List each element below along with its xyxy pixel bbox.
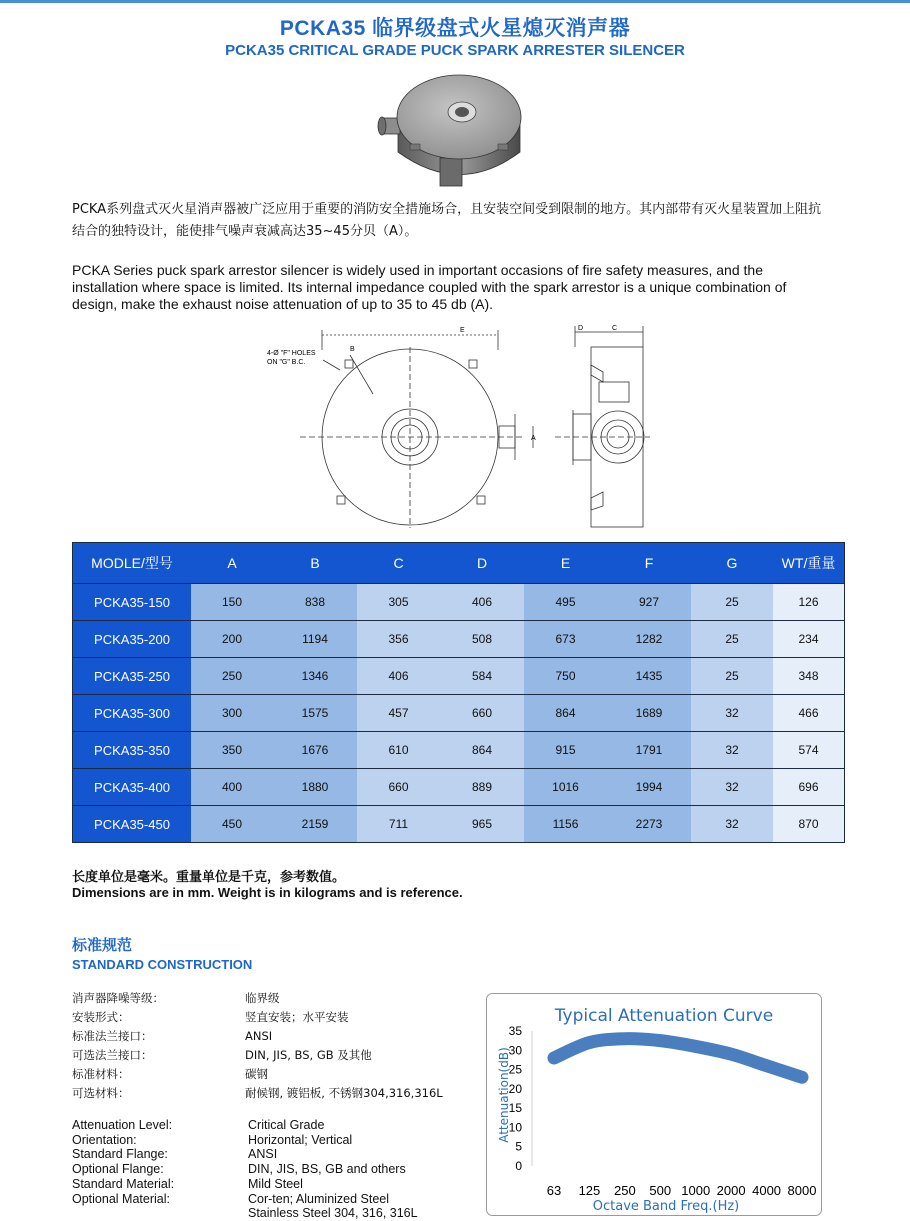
value-cell: 750	[524, 658, 607, 695]
table-row	[73, 806, 845, 843]
top-rule	[0, 0, 910, 3]
page-title-en: PCKA35 CRITICAL GRADE PUCK SPARK ARRESTER SILENCER	[225, 42, 685, 59]
value-cell: 300	[191, 695, 273, 732]
product-photo	[370, 72, 540, 190]
model-cell: PCKA35-400	[73, 769, 192, 806]
spec-value-cn: DIN, JIS, BS, GB 及其他	[245, 1048, 372, 1062]
spec-value-en: DIN, JIS, BS, GB and others	[248, 1162, 406, 1177]
value-cell: 584	[440, 658, 524, 695]
value-cell: 356	[357, 621, 440, 658]
value-cell: 348	[773, 658, 845, 695]
value-cell: 32	[691, 769, 773, 806]
value-cell: 660	[440, 695, 524, 732]
table-row	[73, 695, 845, 732]
col-header-model: MODLE/型号	[73, 543, 192, 584]
value-cell: 1156	[524, 806, 607, 843]
model-cell: PCKA35-250	[73, 658, 192, 695]
value-cell: 610	[357, 732, 440, 769]
col-header-c: C	[357, 543, 440, 584]
dim-label-a: A	[531, 435, 536, 442]
spec-label-en: Optional Material:	[72, 1191, 170, 1206]
chart-title: Typical Attenuation Curve	[554, 1006, 774, 1026]
value-cell: 889	[440, 769, 524, 806]
value-cell: 1676	[273, 732, 357, 769]
value-cell: 450	[191, 806, 273, 843]
y-tick-label: 35	[508, 1024, 522, 1038]
chart-y-axis-label: Attenuation(dB)	[497, 1047, 511, 1143]
value-cell: 870	[773, 806, 845, 843]
value-cell: 32	[691, 695, 773, 732]
value-cell: 32	[691, 806, 773, 843]
value-cell: 864	[440, 732, 524, 769]
value-cell: 126	[773, 584, 845, 621]
value-cell: 1435	[607, 658, 691, 695]
x-tick-label: 500	[649, 1183, 672, 1198]
y-tick-label: 20	[508, 1081, 522, 1096]
value-cell: 1346	[273, 658, 357, 695]
model-cell: PCKA35-200	[73, 621, 192, 658]
col-header-wt: WT/重量	[773, 543, 845, 584]
value-cell: 250	[191, 658, 273, 695]
model-cell: PCKA35-450	[73, 806, 192, 843]
value-cell: 1016	[524, 769, 607, 806]
value-cell: 32	[691, 732, 773, 769]
value-cell: 1689	[607, 695, 691, 732]
holes-label-1: 4-Ø "F" HOLES	[267, 350, 316, 357]
value-cell: 1791	[607, 732, 691, 769]
col-header-f: F	[607, 543, 691, 584]
x-tick-label: 250	[614, 1183, 636, 1198]
col-header-g: G	[691, 543, 773, 584]
page-title-cn: PCKA35 临界级盘式火星熄灭消声器	[279, 17, 631, 40]
value-cell: 965	[440, 806, 524, 843]
value-cell: 838	[273, 584, 357, 621]
value-cell: 150	[191, 584, 273, 621]
section-title-en: STANDARD CONSTRUCTION	[72, 957, 253, 972]
spec-label-cn: 标准法兰接口：	[72, 1029, 153, 1043]
value-cell: 234	[773, 621, 845, 658]
spec-labels-en	[72, 1118, 174, 1206]
spec-value-cn: 耐候钢, 镀铝板, 不锈钢304,316,316L	[245, 1086, 443, 1100]
spec-label-en: Orientation:	[72, 1132, 137, 1147]
value-cell: 508	[440, 621, 524, 658]
value-cell: 200	[191, 621, 273, 658]
spec-label-en: Optional Flange:	[72, 1162, 164, 1177]
value-cell: 305	[357, 584, 440, 621]
col-header-e: E	[524, 543, 607, 584]
value-cell: 864	[524, 695, 607, 732]
value-cell: 927	[607, 584, 691, 621]
value-cell: 25	[691, 658, 773, 695]
col-header-d: D	[440, 543, 524, 584]
col-header-a: A	[191, 543, 273, 584]
dim-label-b: B	[350, 346, 355, 353]
value-cell: 660	[357, 769, 440, 806]
y-tick-label: 10	[508, 1120, 522, 1135]
units-note-en: Dimensions are in mm. Weight is in kilograms and is reference.	[72, 885, 463, 900]
units-note-cn: 长度单位是毫米。重量单位是千克，参考数值。	[72, 870, 346, 885]
value-cell: 2273	[607, 806, 691, 843]
dim-label-e: E	[460, 327, 465, 334]
spec-value-en: Critical Grade	[248, 1118, 325, 1132]
value-cell: 711	[357, 806, 440, 843]
y-tick-label: 0	[515, 1159, 522, 1173]
value-cell: 1880	[273, 769, 357, 806]
section-title-cn: 标准规范	[72, 936, 133, 954]
y-tick-label: 25	[508, 1062, 522, 1077]
table-header-row	[73, 543, 845, 584]
value-cell: 915	[524, 732, 607, 769]
spec-label-cn: 安装形式：	[72, 1010, 130, 1024]
x-tick-label: 2000	[716, 1183, 746, 1198]
chart-x-axis-label: Octave Band Freq.(Hz)	[592, 1199, 740, 1214]
dim-label-c: C	[612, 325, 618, 332]
value-cell: 1282	[607, 621, 691, 658]
spec-label-cn: 消声器降噪等级：	[72, 991, 164, 1005]
dimensions-table	[72, 542, 845, 843]
spec-value-en: Horizontal; Vertical	[248, 1132, 353, 1147]
spec-value-cn: ANSI	[245, 1029, 273, 1043]
spec-value-cn: 碳钢	[245, 1067, 268, 1081]
y-tick-label: 15	[508, 1101, 522, 1116]
spec-value-cn: 临界级	[245, 991, 280, 1005]
value-cell: 673	[524, 621, 607, 658]
attenuation-chart	[486, 993, 822, 1216]
spec-value-en: Cor-ten; Aluminized Steel	[248, 1191, 390, 1206]
table-row	[73, 621, 845, 658]
spec-label-cn: 标准材料：	[72, 1067, 130, 1081]
value-cell: 406	[357, 658, 440, 695]
value-cell: 1994	[607, 769, 691, 806]
x-tick-label: 4000	[752, 1183, 782, 1198]
table-row	[73, 769, 845, 806]
spec-label-en: Standard Flange:	[72, 1147, 168, 1162]
dimension-drawing	[255, 320, 655, 530]
value-cell: 466	[773, 695, 845, 732]
table-row	[73, 658, 845, 695]
x-tick-label: 63	[546, 1183, 562, 1198]
spec-value-cn: 竖直安装；水平安装	[245, 1010, 349, 1024]
value-cell: 696	[773, 769, 845, 806]
y-tick-label: 5	[515, 1139, 522, 1154]
model-cell: PCKA35-150	[73, 584, 192, 621]
spec-label-cn: 可选法兰接口：	[72, 1048, 153, 1062]
x-tick-label: 8000	[787, 1183, 817, 1198]
value-cell: 25	[691, 621, 773, 658]
value-cell: 574	[773, 732, 845, 769]
value-cell: 400	[191, 769, 273, 806]
x-tick-label: 125	[578, 1183, 601, 1198]
spec-label-en: Attenuation Level:	[72, 1118, 173, 1132]
value-cell: 1194	[273, 621, 357, 658]
spec-value-en: ANSI	[248, 1147, 278, 1162]
holes-label-2: ON "G" B.C.	[267, 359, 306, 366]
value-cell: 495	[524, 584, 607, 621]
value-cell: 457	[357, 695, 440, 732]
x-tick-label: 1000	[681, 1183, 711, 1198]
spec-label-en: Standard Material:	[72, 1176, 175, 1191]
value-cell: 25	[691, 584, 773, 621]
table-row	[73, 584, 845, 621]
spec-label-cn: 可选材料：	[72, 1086, 130, 1100]
value-cell: 2159	[273, 806, 357, 843]
model-cell: PCKA35-350	[73, 732, 192, 769]
spec-value-en: Stainless Steel 304, 316, 316L	[248, 1206, 418, 1221]
spec-values-en	[248, 1118, 418, 1221]
table-row	[73, 732, 845, 769]
intro-text-cn: PCKA系列盘式灭火星消声器被广泛应用于重要的消防安全措施场合，且安装空间受到限制的地方。其内部带有灭火星装置加上阻抗结合的独特设计，能使排气噪声衰减高达35~45分贝（A）。	[72, 202, 822, 239]
y-tick-label: 30	[508, 1043, 522, 1058]
model-cell: PCKA35-300	[73, 695, 192, 732]
dim-label-d: D	[578, 325, 584, 332]
spec-labels-cn	[72, 989, 164, 1103]
spec-value-en: Mild Steel	[248, 1176, 303, 1191]
value-cell: 406	[440, 584, 524, 621]
spec-values-cn	[245, 989, 443, 1103]
intro-text-en: PCKA Series puck spark arrestor silencer is widely used in important occasions of fire safety measures, and the installation where space is limited. Its internal impedance coupled with the spark arrestor is a unique combination of design, make the exhaust noise attenuation of up to 35 to 45 db (A).	[72, 262, 787, 312]
value-cell: 350	[191, 732, 273, 769]
value-cell: 1575	[273, 695, 357, 732]
col-header-b: B	[273, 543, 357, 584]
